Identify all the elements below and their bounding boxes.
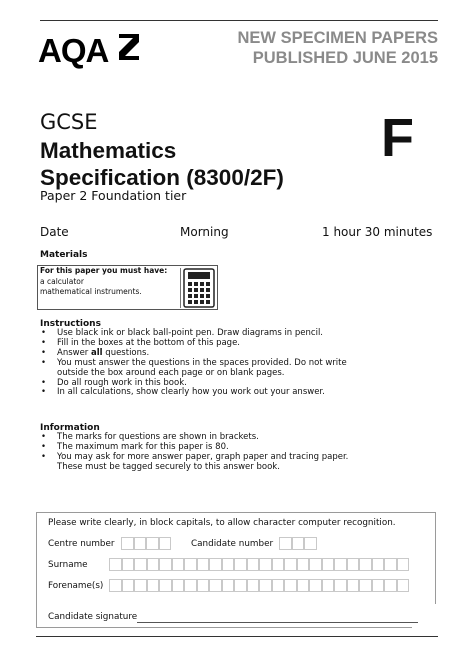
forenames-cell[interactable] (322, 579, 335, 592)
qualification-title: GCSE (40, 110, 98, 134)
surname-cell[interactable] (184, 558, 197, 571)
candidate-number-cell[interactable] (292, 537, 305, 550)
materials-box (37, 265, 218, 310)
session-label: Morning (180, 225, 229, 239)
centre-number-field[interactable] (121, 537, 171, 550)
forenames-cell[interactable] (284, 579, 297, 592)
centre-number-cell[interactable] (134, 537, 147, 550)
surname-cell[interactable] (234, 558, 247, 571)
forenames-cell[interactable] (347, 579, 360, 592)
surname-cell[interactable] (197, 558, 210, 571)
forenames-cell[interactable] (247, 579, 260, 592)
instruction-item: • You must answer the questions in the spaces provided. Do not write outside the box around each page or on blank pages. (40, 359, 350, 379)
surname-cell[interactable] (159, 558, 172, 571)
signature-line[interactable] (137, 622, 418, 623)
subject-name: Mathematics (40, 138, 177, 163)
candidate-number-cell[interactable] (304, 537, 317, 550)
surname-field[interactable] (109, 558, 409, 571)
centre-number-cell[interactable] (146, 537, 159, 550)
information-item: • The marks for questions are shown in brackets. (40, 433, 350, 443)
materials-box-heading: For this paper you must have: (40, 266, 168, 275)
materials-list (40, 266, 167, 298)
forenames-cell[interactable] (134, 579, 147, 592)
instruction-item: • Use black ink or black ball-point pen. Draw diagrams in pencil. (40, 329, 350, 339)
specimen-banner-line1: NEW SPECIMEN PAPERS (237, 29, 438, 47)
surname-cell[interactable] (147, 558, 160, 571)
specification-code: Specification (8300/2F) (40, 165, 284, 190)
forenames-cell[interactable] (222, 579, 235, 592)
surname-cell[interactable] (134, 558, 147, 571)
forenames-cell[interactable] (309, 579, 322, 592)
surname-cell[interactable] (397, 558, 410, 571)
paper-title: Paper 2 Foundation tier (40, 188, 187, 203)
materials-item: mathematical instruments. (40, 287, 142, 296)
forenames-cell[interactable] (359, 579, 372, 592)
forenames-cell[interactable] (184, 579, 197, 592)
centre-number-cell[interactable] (159, 537, 172, 550)
materials-item: a calculator (40, 276, 84, 286)
surname-cell[interactable] (334, 558, 347, 571)
box-corner-cutout (412, 604, 436, 628)
surname-cell[interactable] (209, 558, 222, 571)
surname-cell[interactable] (322, 558, 335, 571)
forenames-cell[interactable] (272, 579, 285, 592)
candidate-number-label: Candidate number (191, 539, 274, 549)
surname-cell[interactable] (272, 558, 285, 571)
surname-cell[interactable] (222, 558, 235, 571)
surname-cell[interactable] (359, 558, 372, 571)
forenames-cell[interactable] (159, 579, 172, 592)
signature-label: Candidate signature (48, 612, 138, 622)
forenames-cell[interactable] (259, 579, 272, 592)
forenames-cell[interactable] (172, 579, 185, 592)
information-item: • The maximum mark for this paper is 80. (40, 443, 350, 453)
surname-label: Surname (48, 560, 88, 570)
centre-number-label: Centre number (48, 539, 115, 549)
information-list (40, 433, 350, 473)
duration-label: 1 hour 30 minutes (322, 225, 433, 239)
surname-cell[interactable] (372, 558, 385, 571)
candidate-number-cell[interactable] (279, 537, 292, 550)
forenames-cell[interactable] (209, 579, 222, 592)
forenames-cell[interactable] (109, 579, 122, 592)
instruction-item: • Answer all questions. (40, 349, 350, 359)
forenames-cell[interactable] (122, 579, 135, 592)
materials-heading: Materials (40, 250, 88, 260)
forenames-field[interactable] (109, 579, 409, 592)
top-rule (40, 20, 438, 21)
surname-cell[interactable] (259, 558, 272, 571)
tier-letter: F (381, 108, 414, 168)
forenames-cell[interactable] (234, 579, 247, 592)
aqa-logo-mark-icon (117, 32, 141, 62)
aqa-logo: AQA (38, 32, 109, 69)
instructions-heading: Instructions (40, 319, 101, 329)
calculator-icon-frame (180, 268, 216, 308)
instruction-item: • Fill in the boxes at the bottom of this page. (40, 339, 350, 349)
subject-title (40, 137, 284, 191)
instruction-item: • In all calculations, show clearly how you work out your answer. (40, 388, 350, 398)
forenames-cell[interactable] (397, 579, 410, 592)
surname-cell[interactable] (309, 558, 322, 571)
date-label: Date (40, 225, 69, 239)
information-item: • You may ask for more answer paper, graph paper and tracing paper. These must be tagged securely to this answer book. (40, 453, 350, 473)
specimen-banner (238, 28, 438, 68)
centre-number-cell[interactable] (121, 537, 134, 550)
candidate-note: Please write clearly, in block capitals, to allow character computer recognition. (48, 518, 396, 528)
forenames-cell[interactable] (147, 579, 160, 592)
forenames-label: Forename(s) (48, 581, 104, 591)
forenames-cell[interactable] (334, 579, 347, 592)
forenames-cell[interactable] (384, 579, 397, 592)
surname-cell[interactable] (172, 558, 185, 571)
calculator-icon (181, 268, 217, 308)
surname-cell[interactable] (347, 558, 360, 571)
forenames-cell[interactable] (297, 579, 310, 592)
surname-cell[interactable] (109, 558, 122, 571)
surname-cell[interactable] (297, 558, 310, 571)
surname-cell[interactable] (122, 558, 135, 571)
specimen-banner-line2: PUBLISHED JUNE 2015 (252, 49, 438, 67)
bottom-rule (36, 636, 438, 637)
forenames-cell[interactable] (372, 579, 385, 592)
instruction-item: • Do all rough work in this book. (40, 379, 350, 389)
surname-cell[interactable] (284, 558, 297, 571)
instructions-list (40, 329, 350, 398)
surname-cell[interactable] (247, 558, 260, 571)
surname-cell[interactable] (384, 558, 397, 571)
information-heading: Information (40, 423, 100, 433)
forenames-cell[interactable] (197, 579, 210, 592)
candidate-number-field[interactable] (279, 537, 317, 550)
